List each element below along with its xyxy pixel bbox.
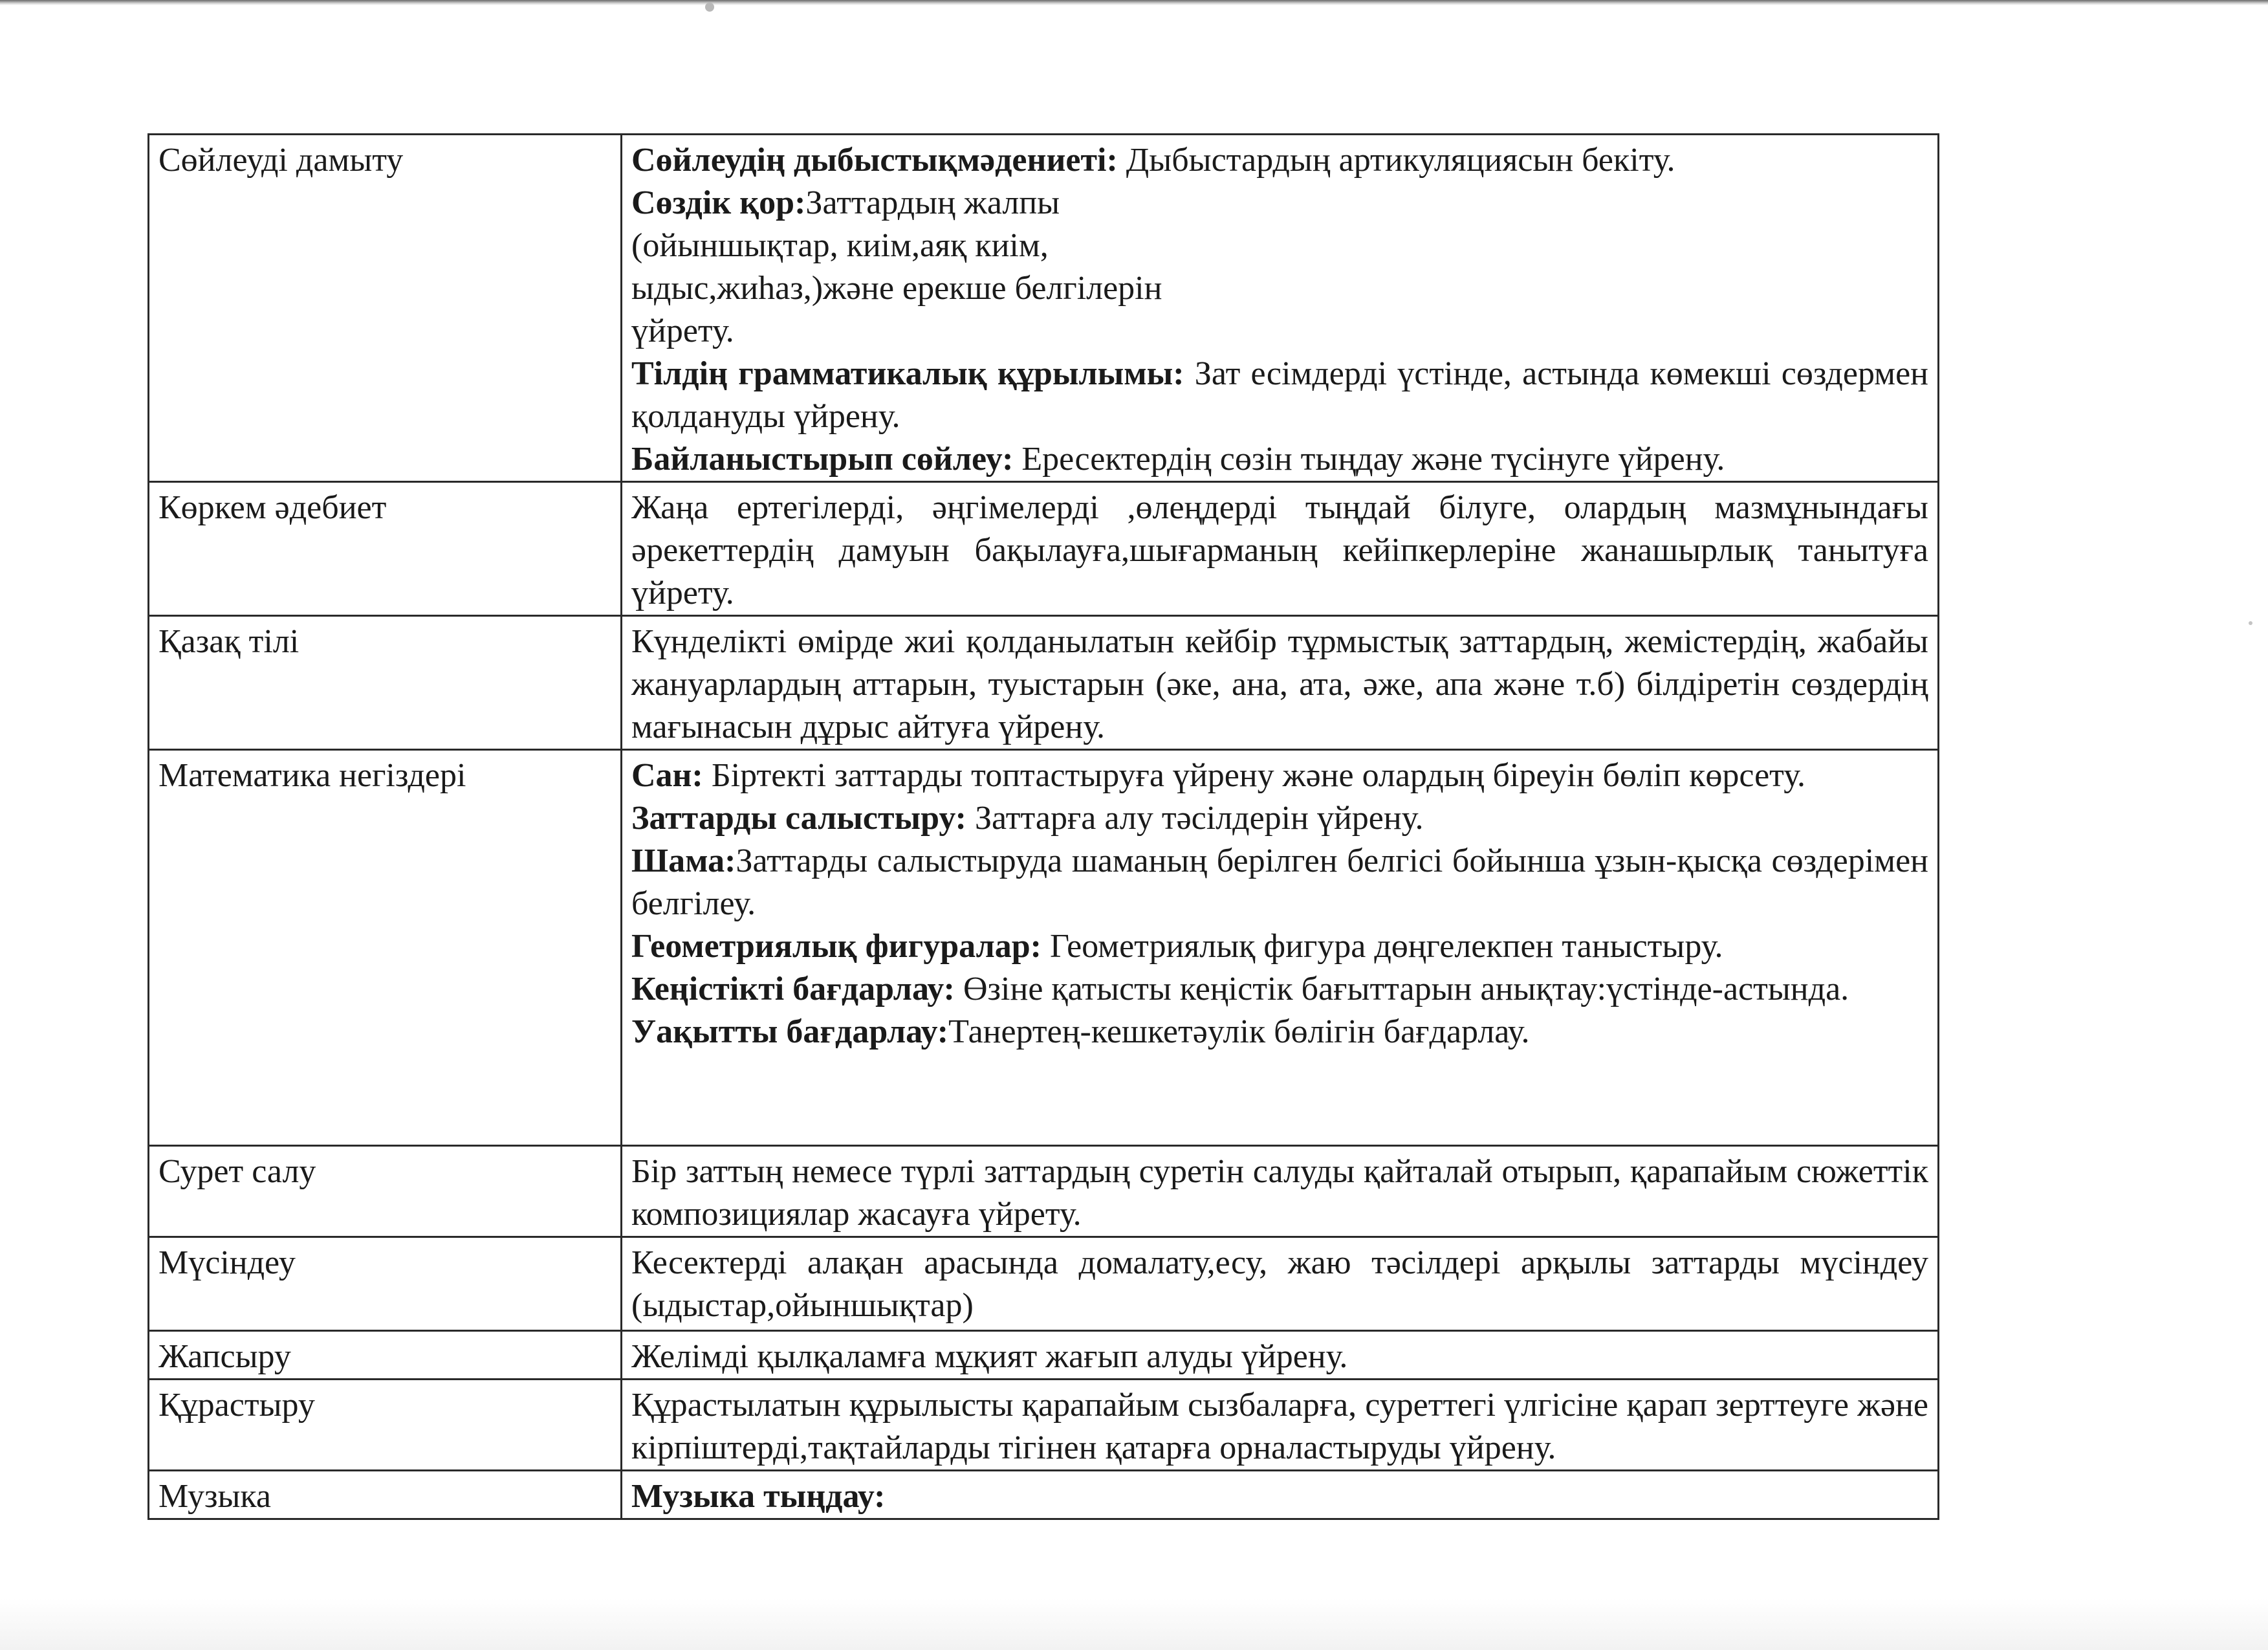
content-cell — [622, 1237, 1939, 1331]
content-heading: Кеңістікті бағдарлау: — [631, 971, 955, 1007]
content-heading: Сөздік қор: — [631, 184, 806, 221]
subject-cell: Көркем әдебиет — [149, 482, 622, 616]
table-row — [149, 750, 1939, 1146]
content-paragraph — [631, 438, 1928, 481]
content-paragraph — [631, 1384, 1928, 1469]
content-paragraph — [631, 182, 1928, 225]
table-row — [149, 482, 1939, 616]
content-heading: Шама: — [631, 842, 736, 879]
subject-cell: Жапсыру — [149, 1331, 622, 1380]
content-heading: Геометриялық фигуралар: — [631, 928, 1041, 965]
table-row — [149, 1331, 1939, 1380]
content-text: ыдыс,жиһаз,)және ерекше белгілерін — [631, 270, 1162, 307]
content-paragraph — [631, 621, 1928, 749]
content-paragraph — [631, 968, 1928, 1011]
curriculum-table-body — [149, 135, 1939, 1519]
table-row — [149, 1146, 1939, 1237]
content-paragraph — [631, 1150, 1928, 1236]
content-cell — [622, 616, 1939, 750]
scan-bottom-shadow — [0, 1598, 2268, 1650]
content-text: Күнделікті өмірде жиі қолданылатын кейбір тұрмыстық заттардың, жемістердің, жабайы жануарлардың аттарын, туыстарын (әке, ана, ата, әже, апа және т.б) білдіретін сөздердің мағынасын дұрыс айтуға үйрену. — [631, 623, 1928, 745]
subject-cell: Сурет салу — [149, 1146, 622, 1237]
content-cell — [622, 750, 1939, 1146]
content-paragraph — [631, 754, 1928, 797]
content-cell — [622, 1380, 1939, 1471]
scan-speck — [705, 3, 714, 12]
table-row — [149, 135, 1939, 482]
content-heading: Сан: — [631, 757, 703, 794]
content-paragraph — [631, 267, 1928, 310]
content-text: Зат есімдерді үстінде, астында көмекші сөздермен қолдануды үйрену. — [631, 355, 1928, 435]
subject-cell: Қазақ тілі — [149, 616, 622, 750]
subject-cell: Мүсіндеу — [149, 1237, 622, 1331]
content-cell — [622, 135, 1939, 482]
content-paragraph — [631, 797, 1928, 840]
content-text: Заттарға алу тәсілдерін үйрену. — [966, 800, 1424, 837]
subject-cell: Музыка — [149, 1471, 622, 1519]
content-paragraph — [631, 139, 1928, 182]
curriculum-table — [147, 133, 1939, 1520]
content-paragraph — [631, 353, 1928, 438]
content-paragraph — [631, 1011, 1928, 1053]
content-heading: Музыка тыңдау: — [631, 1478, 886, 1515]
content-text: Өзіне қатысты кеңістік бағыттарын анықтау:үстінде-астында. — [954, 971, 1849, 1007]
table-row — [149, 1380, 1939, 1471]
content-cell — [622, 1331, 1939, 1380]
content-text: Құрастылатын құрылысты қарапайым сызбаларға, суреттегі үлгісіне қарап зерттеуге және кірпіштерді,тақтайларды тігінен қатарға орналастыруды үйрену. — [631, 1387, 1928, 1466]
content-paragraph — [631, 925, 1928, 968]
content-text: Заттардың жалпы — [805, 184, 1060, 221]
table-row — [149, 1471, 1939, 1519]
content-paragraph — [631, 1475, 1928, 1518]
content-text: Жаңа ертегілерді, әңгімелерді ,өлеңдерді тыңдай білуге, олардың мазмұнындағы әрекеттердің дамуын бақылауға,шығарманың кейіпкерлеріне жанашырлық танытуға үйрету. — [631, 489, 1928, 611]
content-paragraph — [631, 840, 1928, 925]
content-cell — [622, 1471, 1939, 1519]
content-paragraph — [631, 1336, 1928, 1378]
content-paragraph — [631, 487, 1928, 615]
content-text: үйрету. — [631, 313, 734, 349]
content-paragraph — [631, 1242, 1928, 1327]
content-text: Геометриялық фигура дөңгелекпен таныстыру. — [1041, 928, 1723, 965]
table-row — [149, 1237, 1939, 1331]
content-paragraph — [631, 225, 1928, 267]
content-text: Бір заттың немесе түрлі заттардың суретін салуды қайталай отырып, қарапайым сюжеттік композициялар жасауға үйрету. — [631, 1153, 1928, 1233]
content-paragraph — [631, 310, 1928, 353]
content-text: Заттарды салыстыруда шаманың берілген белгісі бойынша ұзын-қысқа сөздерімен белгілеу. — [631, 842, 1928, 922]
content-text: Біртекті заттарды топтастыруға үйрену және олардың біреуін бөліп көрсету. — [703, 757, 1806, 794]
subject-cell: Математика негіздері — [149, 750, 622, 1146]
subject-cell: Сөйлеуді дамыту — [149, 135, 622, 482]
content-text: Желімді қылқаламға мұқият жағып алуды үйрену. — [631, 1338, 1348, 1375]
content-cell — [622, 482, 1939, 616]
content-text: Кесектерді алақан арасында домалату,есу, жаю тәсілдері арқылы заттарды мүсіндеу (ыдыстар,ойыншықтар) — [631, 1244, 1928, 1324]
content-text: Танертең-кешкетәулік бөлігін бағдарлау. — [948, 1013, 1530, 1050]
scan-speck-right — [2249, 621, 2252, 625]
content-heading: Тілдің грамматикалық құрылымы: — [631, 355, 1184, 392]
content-cell — [622, 1146, 1939, 1237]
content-heading: Заттарды салыстыру: — [631, 800, 966, 837]
content-text: (ойыншықтар, киім,аяқ киім, — [631, 227, 1049, 264]
content-text: Ересектердің сөзін тыңдау және түсінуге үйрену. — [1013, 441, 1725, 478]
content-heading: Байланыстырып сөйлеу: — [631, 441, 1014, 478]
scan-top-edge — [0, 0, 2268, 5]
content-text: Дыбыстардың артикуляциясын бекіту. — [1117, 142, 1675, 179]
subject-cell: Құрастыру — [149, 1380, 622, 1471]
content-heading: Сөйлеудің дыбыстықмәдениеті: — [631, 142, 1118, 179]
content-heading: Уақытты бағдарлау: — [631, 1013, 949, 1050]
table-row — [149, 616, 1939, 750]
